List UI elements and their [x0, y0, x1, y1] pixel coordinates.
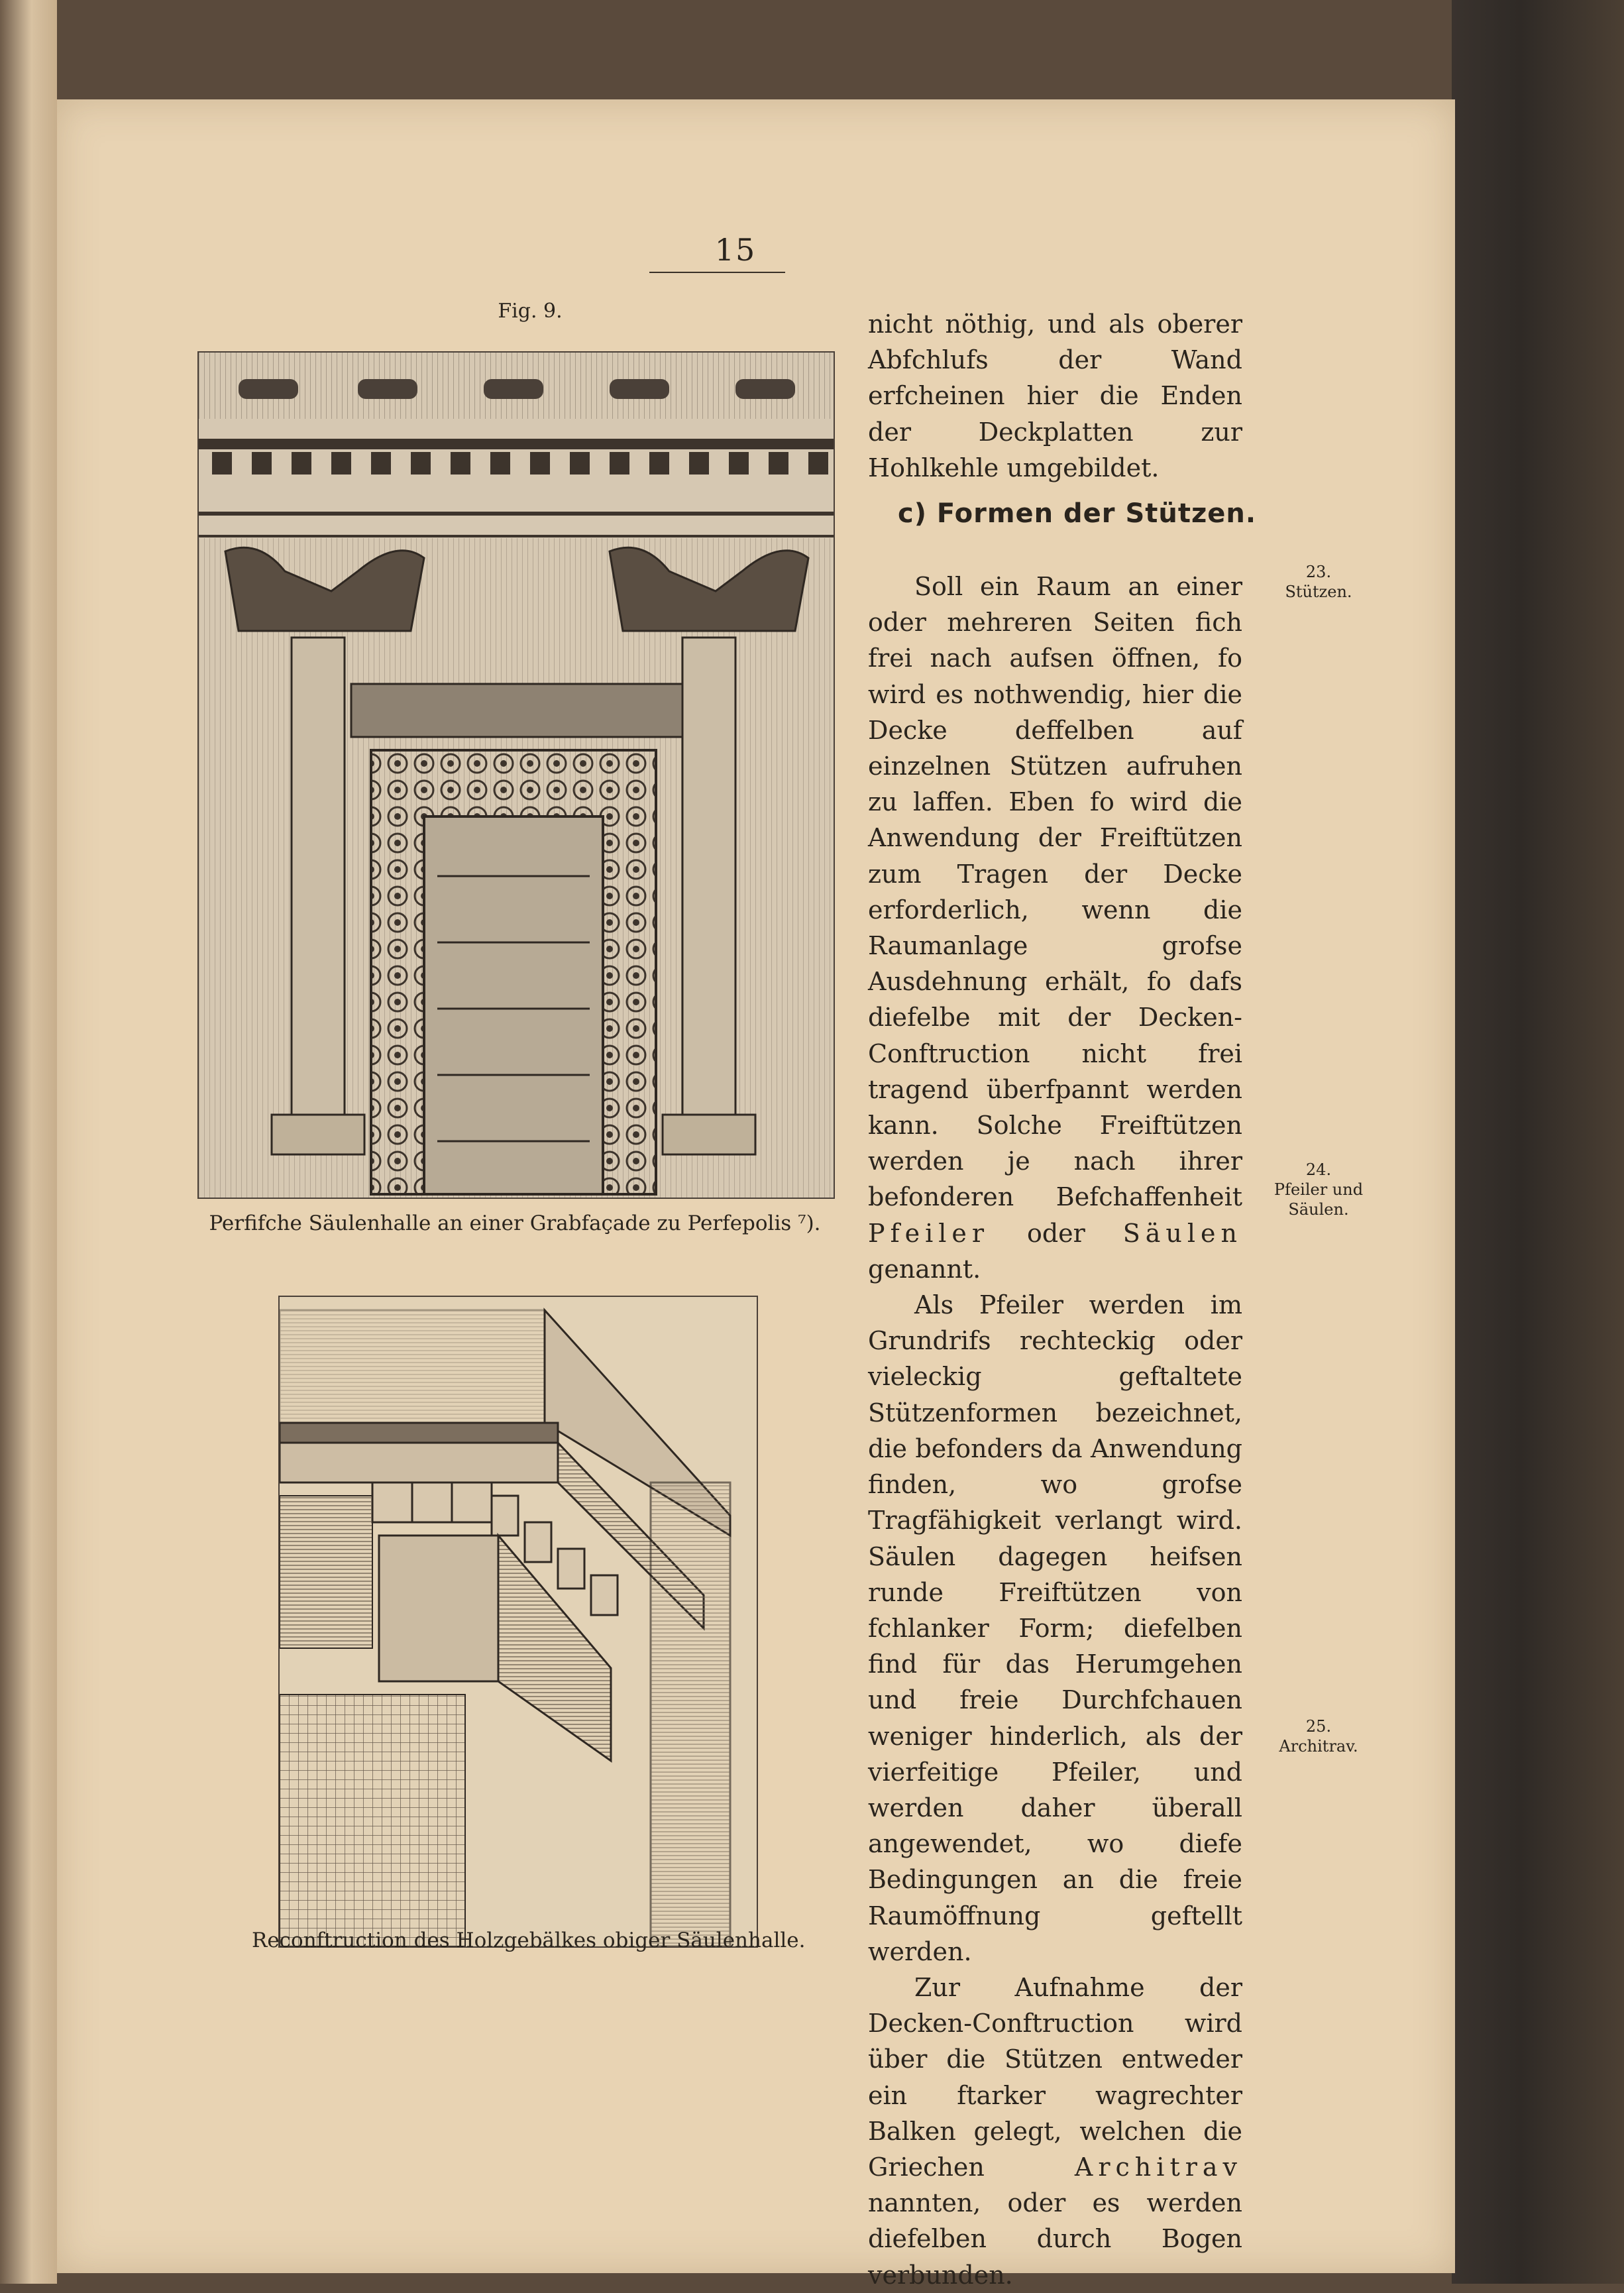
paragraph-1-text: Soll ein Raum an einer oder mehreren Seiten fich frei nach aufsen öffnen, fo wird es nothwendig, hier die Decke deffelben auf einzelnen Stützen aufruhen zu laffen. Eben fo wird die Anwendung der Freiftützen zum Tragen der Decke erforderlich, wenn die Raumanlage grofse Ausdehnung erhält, fo dafs diefelbe mit der Decken-Conftruction nicht frei tragend überfpannt werden kann. Solche Freiftützen werden je nach ihrer befonderen Befchaffenheit — [868, 572, 1242, 1212]
book-cover-edge — [1452, 0, 1624, 2284]
margin-note-label: Stützen. — [1285, 583, 1352, 601]
paragraph-3-text: Zur Aufnahme der Decken-Conftruction wird über die Stützen entweder ein ftarker wagrechter Balken gelegt, welchen die Griechen — [868, 1972, 1242, 2182]
paragraph-intro: nicht nöthig, und als oberer Abfchlufs der Wand erfcheinen hier die Enden der Deckplatten zur Hohlkehle umgebildet. — [868, 309, 1242, 482]
body-text-column — [868, 306, 1242, 2293]
timber-entablature-drawing — [280, 1297, 757, 1946]
margin-note-number: 23. — [1305, 563, 1332, 581]
paragraph-1-end: genannt. — [868, 1254, 981, 1284]
page-number: 15 — [714, 232, 757, 268]
left-page-edge — [0, 0, 57, 2284]
persepolis-facade-drawing — [199, 353, 834, 1198]
margin-note-24 — [1262, 1160, 1375, 1219]
margin-note-number: 24. — [1305, 1160, 1332, 1179]
margin-note-25 — [1262, 1716, 1375, 1756]
fig10-caption: Reconftruction des Holzgebälkes obiger Säulenhalle. — [252, 1929, 806, 1952]
term-pfeiler: Pfeiler — [868, 1218, 990, 1248]
margin-note-number: 25. — [1305, 1717, 1332, 1736]
margin-note-label: Pfeiler und Säulen. — [1273, 1180, 1364, 1219]
paragraph-3-end: nannten, oder es werden diefelben durch Bogen verbunden. — [868, 2188, 1242, 2290]
paragraph-3 — [868, 1970, 1242, 2293]
fig10-illustration — [278, 1296, 758, 1948]
term-architrav: Architrav — [1074, 2152, 1242, 2182]
paragraph-1 — [868, 569, 1242, 1287]
fig9-illustration — [197, 351, 835, 1199]
paragraph-1-or: oder — [1026, 1218, 1085, 1248]
term-saeulen: Säulen — [1122, 1218, 1242, 1248]
margin-note-23 — [1262, 562, 1375, 602]
fig9-label: Fig. 9. — [498, 300, 563, 323]
margin-note-label: Architrav. — [1279, 1737, 1358, 1756]
paragraph-2: Als Pfeiler werden im Grundrifs rechteckig oder vieleckig geftaltete Stützenformen bezeichnet, die befonders da Anwendung finden, wo grofse Tragfähigkeit verlangt wird. Säulen dagegen heifsen runde Freiftützen von fchlanker Form; diefelben find für das Herumgehen und freie Durchfchauen weniger hinderlich, als der vierfeitige Pfeiler, und werden daher überall angewendet, wo diefe Bedingungen an die freie Raumöffnung geftellt werden. — [868, 1290, 1242, 1966]
page-number-rule — [649, 272, 785, 273]
fig9-caption: Perfifche Säulenhalle an einer Grabfaçade zu Perfepolis ⁷). — [209, 1211, 821, 1235]
section-heading: c) Formen der Stützen. — [898, 498, 1257, 529]
